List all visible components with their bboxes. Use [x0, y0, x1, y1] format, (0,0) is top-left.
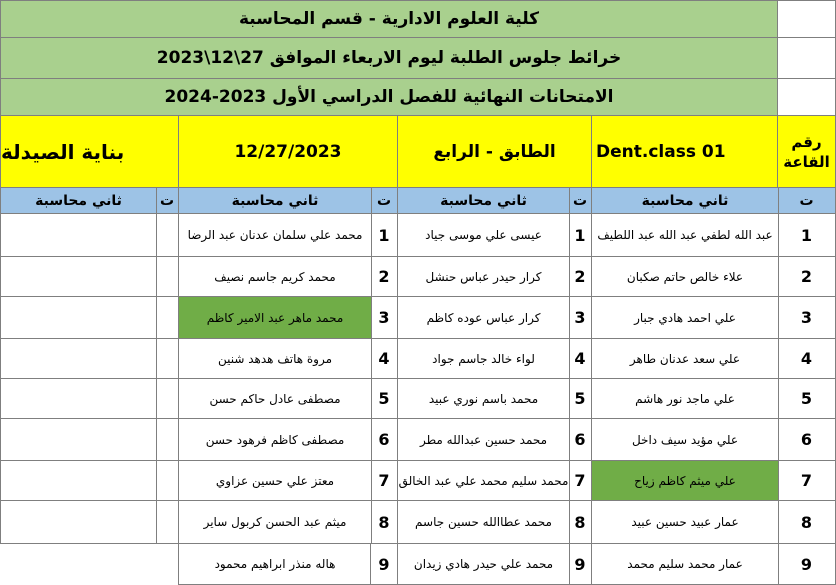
student-name-empty [0, 418, 157, 461]
student-name: مصطفى عادل حاكم حسن [178, 378, 372, 419]
seat-number: 5 [370, 378, 398, 419]
student-name-empty [0, 338, 157, 379]
seat-number: 7 [568, 460, 592, 501]
student-name: عيسى علي موسى جياد [397, 213, 570, 257]
seat-number-empty [155, 296, 179, 339]
student-name: مروة هاتف هدهد شنين [178, 338, 372, 379]
title-college-department: كلية العلوم الادارية - قسم المحاسبة [0, 0, 778, 38]
seat-number: 5 [777, 378, 836, 419]
student-name-highlighted: محمد ماهر عبد الامير كاظم [178, 296, 372, 339]
seat-number: 5 [568, 378, 592, 419]
student-name: محمد سليم محمد علي عبد الخالق [397, 460, 570, 501]
column-header-stage: ثاني محاسبة [178, 187, 372, 214]
student-name: محمد كريم جاسم نصيف [178, 256, 372, 297]
student-name: معتز علي حسين عزاوي [178, 460, 372, 501]
student-name-empty [0, 213, 157, 257]
student-name: ميثم عبد الحسن كربول ساير [178, 500, 372, 544]
seat-number: 9 [777, 543, 836, 585]
student-name: علي ماجد نور هاشم [591, 378, 779, 419]
seat-number: 6 [568, 418, 592, 461]
room-number-label [777, 115, 836, 188]
student-name: محمد حسين عبدالله مطر [397, 418, 570, 461]
student-name: محمد باسم نوري عبيد [397, 378, 570, 419]
seat-number: 3 [568, 296, 592, 339]
student-name: محمد علي سلمان عدنان عبد الرضا [178, 213, 372, 257]
seat-number: 2 [777, 256, 836, 297]
seat-number: 6 [370, 418, 398, 461]
student-name: كرار عباس عوده كاظم [397, 296, 570, 339]
seat-number-empty [155, 338, 179, 379]
title-final-exams: الامتحانات النهائية للفصل الدراسي الأول 2023-2024 [0, 78, 778, 116]
seat-number: 1 [568, 213, 592, 257]
column-header-stage: ثاني محاسبة [397, 187, 570, 214]
seat-number-empty [155, 256, 179, 297]
column-header-seq: ت [777, 187, 836, 214]
student-name: علي سعد عدنان طاهر [591, 338, 779, 379]
seat-number-empty [155, 460, 179, 501]
column-header-seq: ت [370, 187, 398, 214]
student-name: علي احمد هادي جبار [591, 296, 779, 339]
seat-number: 2 [370, 256, 398, 297]
seat-number: 8 [568, 500, 592, 544]
seat-number: 1 [370, 213, 398, 257]
seat-number-empty [155, 213, 179, 257]
student-name-empty [0, 256, 157, 297]
student-name-highlighted: علي ميثم كاظم زياح [591, 460, 779, 501]
title-side-empty-1 [777, 0, 836, 38]
seat-number: 4 [777, 338, 836, 379]
student-name-empty [0, 296, 157, 339]
column-header-stage: ثاني محاسبة [0, 187, 157, 214]
student-name: عبد الله لطفي عبد الله عبد اللطيف [591, 213, 779, 257]
seat-number: 6 [777, 418, 836, 461]
student-name-empty [0, 460, 157, 501]
seat-number-empty [155, 418, 179, 461]
student-name: عمار عبيد حسين عبيد [591, 500, 779, 544]
seat-number: 4 [568, 338, 592, 379]
column-header-seq: ت [568, 187, 592, 214]
room-name: Dent.class 01 [591, 115, 778, 188]
seat-number: 8 [370, 500, 398, 544]
seat-number: 7 [777, 460, 836, 501]
room-label-line2: القاعة [783, 152, 830, 171]
room-label-line1: رقم [791, 132, 822, 151]
seat-number: 7 [370, 460, 398, 501]
building-name: بناية الصيدلة [0, 115, 179, 188]
column-header-seq: ت [155, 187, 179, 214]
seat-number: 3 [370, 296, 398, 339]
seat-number-empty [155, 500, 179, 544]
seat-number: 2 [568, 256, 592, 297]
seat-number: 8 [777, 500, 836, 544]
student-name-empty [0, 378, 157, 419]
seat-number: 4 [370, 338, 398, 379]
student-name-empty [0, 500, 157, 544]
seat-number: 9 [370, 543, 398, 585]
student-name: مصطفى كاظم فرهود حسن [178, 418, 372, 461]
seat-number-empty [155, 378, 179, 419]
seat-number: 1 [777, 213, 836, 257]
seat-number: 9 [568, 543, 592, 585]
student-name: علاء خالص حاتم صكبان [591, 256, 779, 297]
student-name: محمد علي حيدر هادي زيدان [397, 543, 570, 585]
title-side-empty-2 [777, 37, 836, 79]
student-name: علي مؤيد سيف داخل [591, 418, 779, 461]
seat-number: 3 [777, 296, 836, 339]
exam-date: 12/27/2023 [178, 115, 398, 188]
student-name: لواء خالد جاسم جواد [397, 338, 570, 379]
title-side-empty-3 [777, 78, 836, 116]
column-header-stage: ثاني محاسبة [591, 187, 779, 214]
student-name: كرار حيدر عباس حنشل [397, 256, 570, 297]
student-name: عمار محمد سليم محمد [591, 543, 779, 585]
student-name: محمد عطاالله حسين جاسم [397, 500, 570, 544]
title-seating-date: خرائط جلوس الطلبة ليوم الاربعاء الموافق 27\12\2023 [0, 37, 778, 79]
student-name: هاله منذر ابراهيم محمود [178, 543, 372, 585]
floor-label: الطابق - الرابع [397, 115, 592, 188]
